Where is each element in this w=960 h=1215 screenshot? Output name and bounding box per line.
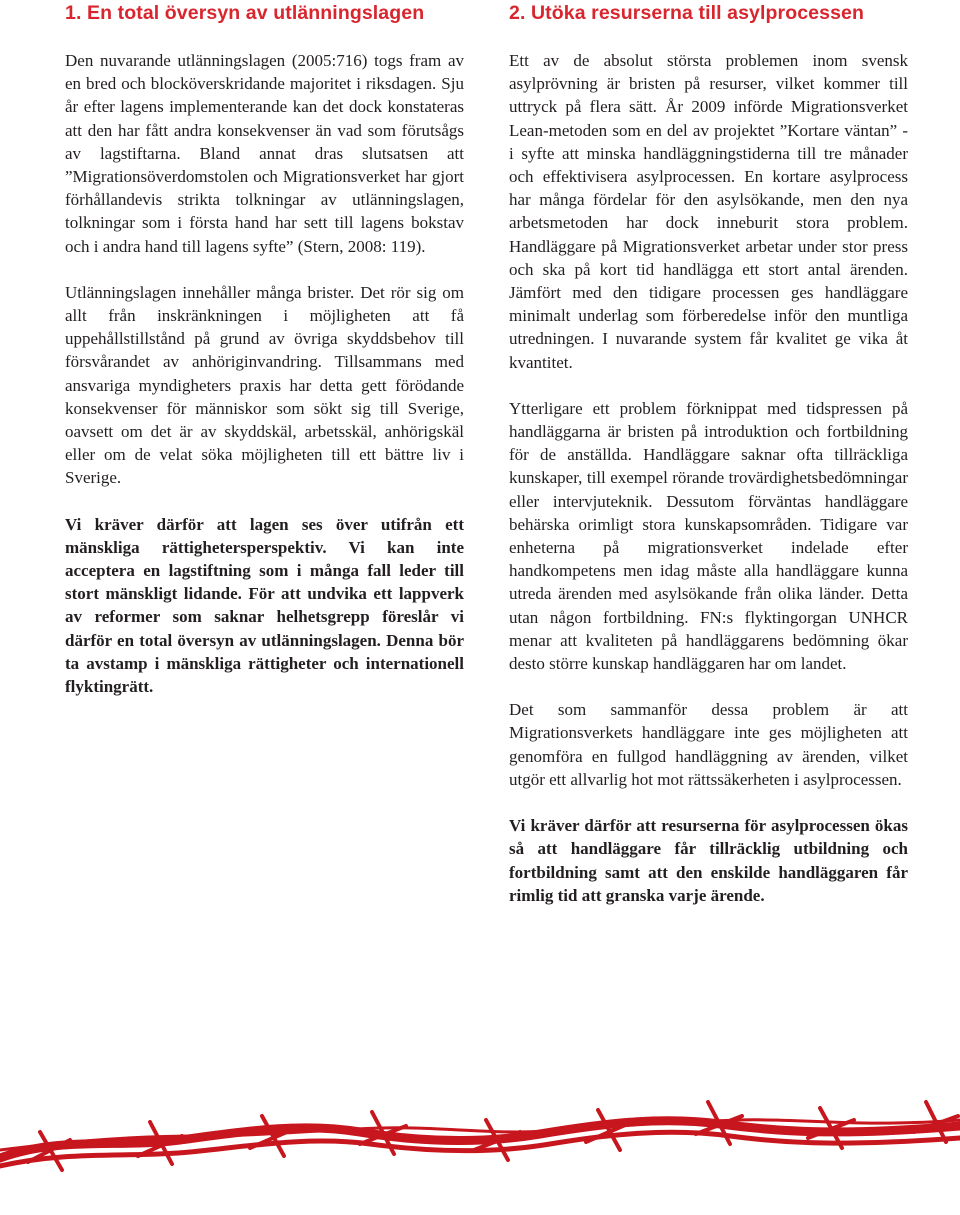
barbed-wire-icon: [0, 1040, 960, 1215]
section-1-demand: Vi kräver därför att lagen ses över utifrån ett mänskliga rättighetersperspektiv. Vi kan inte acceptera en lagstiftning som i många fall leder till stort mänskligt lidande. För att undvika ett lappverk av reformer som saknar helhetsgrepp föreslår vi därför en total översyn av utlänningslagen. Denna bör ta avstamp i mänskliga rättigheter och internationell flyktingrätt.: [65, 514, 464, 697]
section-2-heading: 2. Utöka resurserna till asylprocessen: [509, 2, 864, 24]
section-1-heading: 1. En total översyn av utlänningslagen: [65, 2, 425, 24]
right-column: [509, 0, 908, 907]
left-column: [65, 0, 464, 698]
section-2-paragraph-2: Ytterligare ett problem förknippat med tidspressen på handläggarna är bristen på introduktion och fortbildning för de anställda. Handläggare saknar ofta tillräckliga kunskaper, till exempel rörande trovärdighetsbedömningar eller intervjuteknik. Dessutom förväntas handläggare behärska orimligt stora kunskapsområden. Tidigare var enheterna på migrationsverket indelade efter handkompetens men idag måste alla handläggare kunna utreda ärenden med asylsökande från olika länder. Detta utan någon fortbildning. FN:s flyktingorgan UNHCR menar att kvaliteten på handläggarens bedömning ökar desto större kunskap handläggaren har om landet.: [509, 398, 908, 674]
section-1-paragraph-2: Utlänningslagen innehåller många brister. Det rör sig om allt från inskränkningen i möjligheten att få uppehållstillstånd på grund av övriga skyddsbehov till försvårandet av anhöriginvandring. Tillsammans med ansvariga myndigheters praxis har detta gett förödande konsekvenser för människor som sökt sig till Sverige, oavsett om det är av skyddskäl, arbetsskäl, anhörigskäl eller om de velat söka möjligheten till ett bättre liv i Sverige.: [65, 282, 464, 488]
section-1-paragraph-1: Den nuvarande utlänningslagen (2005:716) togs fram av en bred och blocköverskridande majoritet i riksdagen. Sju år efter lagens implementerande kan det dock konstateras att den har fått andra konsekvenser än vad som förutsågs av lagstiftarna. Bland annat dras slutsatsen att ”Migrationsöverdomstolen och Migrationsverket har gjort förhållandevis strikta tolkningar av utlänningslagen, tolkningar som i första hand har sett till lagens bokstav och i andra hand till lagens syfte” (Stern, 2008: 119).: [65, 51, 464, 256]
section-2-paragraph-3: Det som sammanför dessa problem är att Migrationsverkets handläggare inte ges möjligheten att genomföra en fullgod handläggning av ärenden, vilket utgör ett allvarlig hot mot rättssäkerheten i asylprocessen.: [509, 700, 908, 789]
section-2-demand: Vi kräver därför att resurserna för asylprocessen ökas så att handläggare får tillräcklig utbildning och fortbildning samt att den enskilde handläggaren får rimlig tid att granska varje ärende.: [509, 816, 908, 905]
section-2-paragraph-1: Ett av de absolut största problemen inom svensk asylprövning är bristen på resurser, vilket kommer till uttryck på flera sätt. År 2009 införde Migrationsverket Lean-metoden som en del av projektet ”Kortare väntan” - i syfte att minska handläggningstiderna till tre månader och effektivisera asylprocessen. En kortare asylprocess har många fördelar för den asylsökande, men den nya arbetsmetoden har dock inneburit stora problem. Handläggare på Migrationsverket arbetar under stor press och ska på kort tid handlägga ett stort antal ärenden. Jämfört med den tidigare processen ges handläggare minimalt underlag som förberedelse inför den muntliga utredningen. I nuvarande system får kvalitet ge vika åt kvantitet.: [509, 51, 908, 372]
